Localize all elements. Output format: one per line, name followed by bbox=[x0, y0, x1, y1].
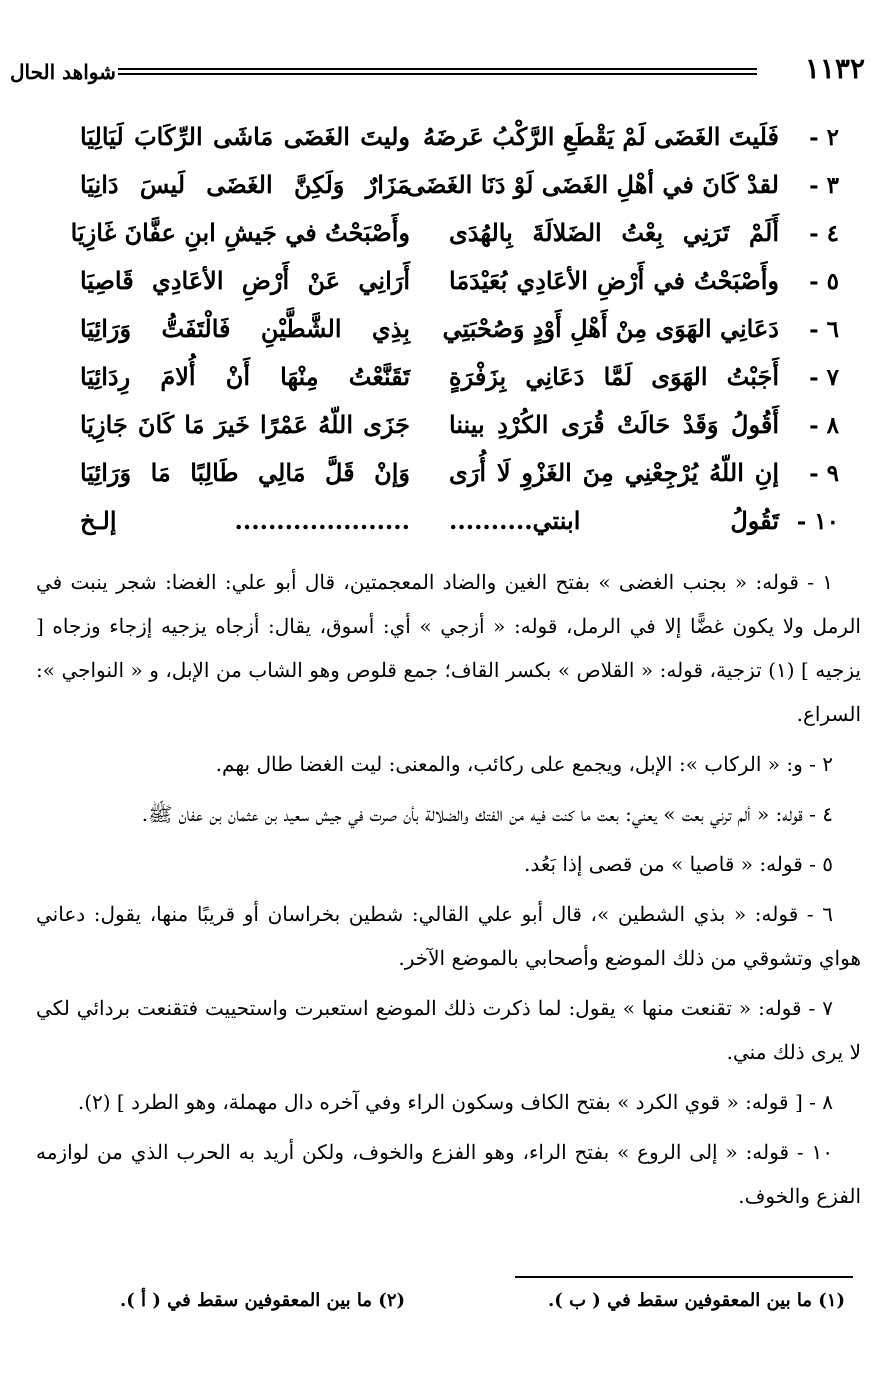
footnote: (١) ما بين المعقوفين سقط في ( ب ). bbox=[548, 1290, 845, 1311]
verse-first-hemistich: دَعَانِي الهَوَى مِنْ أَهْلِ أَوْدٍ وَصُحْبَتِي bbox=[442, 314, 779, 343]
commentary-note: ١ - قوله: « بجنب الغضى » بفتح الغين والضاد المعجمتين، قال أبو علي: الغضا: شجر ينبت في الرمل ولا يكون غضًّا إلا في الرمل، قوله: « أزجي » أي: أسوق، يقال: أزجاه يزجيه إزجاء وزجاه [ يزجيه ] (١) تزجية، قوله: « القلاص » بكسر القاف؛ جمع قلوص وهو الشاب من الإبل، و « النواجي »: السراع. bbox=[36, 570, 862, 726]
verse-number: ٢ - bbox=[809, 124, 839, 151]
commentary-note: ٦ - قوله: « بذي الشطين »، قال أبو علي القالي: شطين بخراسان أو قريبًا منها، يقول: دعاني هواي وتشوقي من ذلك الموضع وأصحابي بالموضع الآخر. bbox=[36, 902, 861, 970]
verse-first-hemistich: أَقُولُ وَقَدْ حَالَتْ قُرَى الكُرْدِ بيننا bbox=[449, 410, 779, 439]
verse-number: ٩ - bbox=[809, 460, 839, 487]
verse-first-hemistich: أَجَبْتُ الهَوَى لَمَّا دَعَانِي بِزَفْرَةٍ bbox=[449, 362, 779, 391]
commentary-note: ٥ - قوله: « قاصيا » من قصى إذا بَعُد. bbox=[523, 852, 833, 876]
verse-row bbox=[0, 502, 891, 550]
footnote: (٢) ما بين المعقوفين سقط في ( أ ). bbox=[120, 1290, 406, 1311]
verse-first-hemistich: لقدْ كَانَ في أهْلِ الغَضَى لَوْ دَنَا الغَضَى bbox=[405, 170, 779, 199]
verse-first-hemistich: إنِ اللّهُ يُرْجِعْنِي مِنَ الغَزْوِ لَا أُرَى bbox=[449, 458, 779, 487]
verse-second-hemistich: أَرَانِي عَنْ أَرْضِ الأعَادِي قَاصِيَا bbox=[80, 266, 410, 295]
verse-row bbox=[0, 166, 891, 214]
verse-number: ٧ - bbox=[809, 364, 839, 391]
running-title: شواهد الحال bbox=[10, 60, 116, 84]
header-double-rule bbox=[118, 68, 757, 75]
footnote-separator bbox=[515, 1276, 853, 1278]
verse-number: ١٠ - bbox=[796, 508, 839, 535]
page-header bbox=[0, 52, 891, 92]
verse-second-hemistich: بِذِي الشَّطَّيْنِ فَالْتَفَتُّ وَرَائِيَا bbox=[80, 314, 410, 343]
verse-second-hemistich: جَزَى اللّهُ عَمْرًا خَيرَ مَا كَانَ جَازِيَا bbox=[80, 410, 410, 439]
verse-first-hemistich: وأَصْبَحْتُ في أَرْضِ الأعَادِي بُعَيْدَمَا bbox=[449, 266, 779, 295]
verse-row bbox=[0, 454, 891, 502]
verse-first-hemistich: تَقُولُ ابنتي.......... bbox=[449, 506, 779, 535]
verse-first-hemistich: أَلَمْ تَرَنِي بِعْتُ الضَلالَةَ بِالهُدَى bbox=[449, 218, 779, 247]
verse-second-hemistich: تَقَنَّعْتُ مِنْهَا أَنْ أُلامَ رِدَائِيَا bbox=[80, 362, 410, 391]
commentary-notes bbox=[36, 560, 861, 1224]
verse-second-hemistich: وَإنْ قَلَّ مَالِي طَالِبًا مَا وَرَائِيَا bbox=[80, 458, 410, 487]
verse-number: ٦ - bbox=[809, 316, 839, 343]
verse-second-hemistich: مَزَارٌ وَلَكِنَّ الغَضَى لَيسَ دَانِيَا bbox=[80, 170, 410, 199]
commentary-note: ٧ - قوله: « تقنعت منها » يقول: لما ذكرت ذلك الموضع استعبرت واستحييت فتقنعت بردائي لكي لا يرى ذلك مني. bbox=[36, 996, 861, 1064]
verse-number: ٣ - bbox=[809, 172, 839, 199]
commentary-note: ٢ - و: « الركاب »: الإبل، ويجمع على ركائب، والمعنى: ليت الغضا طال بهم. bbox=[215, 752, 833, 776]
verse-number: ٨ - bbox=[809, 412, 839, 439]
page-number: ١١٣٢ bbox=[804, 52, 865, 85]
commentary-note: ٤ - قوله: « ألم ترني بعت » يعني: بعت ما كنت فيه من الفتك والضلالة بأن صرت في جيش سعيد بن عثمان بن عفان ﷺ. bbox=[141, 802, 833, 826]
commentary-note: ٨ - [ قوله: « قوي الكرد » بفتح الكاف وسكون الراء وفي آخره دال مهملة، وهو الطرد ] (٢). bbox=[77, 1090, 833, 1114]
poem-verses bbox=[0, 118, 891, 550]
verse-row bbox=[0, 406, 891, 454]
verse-row bbox=[0, 358, 891, 406]
verse-row bbox=[0, 310, 891, 358]
verse-row bbox=[0, 214, 891, 262]
verse-second-hemistich: ..................... إلـخ bbox=[80, 506, 410, 535]
verse-row bbox=[0, 262, 891, 310]
commentary-note: ١٠ - قوله: « إلى الروع » بفتح الراء، وهو الفزع والخوف، ولكن أريد به الحرب الذي من لوازمه الفزع والخوف. bbox=[36, 1140, 861, 1208]
verse-second-hemistich: وأَصْبَحْتُ في جَيشِ ابنِ عفَّانَ غَازِيَا bbox=[70, 218, 410, 247]
verse-number: ٥ - bbox=[809, 268, 839, 295]
verse-first-hemistich: فَلَيتَ الغَضَى لَمْ يَقْطَعِ الرَّكْبُ عَرضَهُ bbox=[423, 122, 779, 151]
verse-second-hemistich: وليتَ الغَضَى مَاشَى الرِّكَابَ لَيَالِيَا bbox=[80, 122, 410, 151]
verse-row bbox=[0, 118, 891, 166]
verse-number: ٤ - bbox=[809, 220, 839, 247]
